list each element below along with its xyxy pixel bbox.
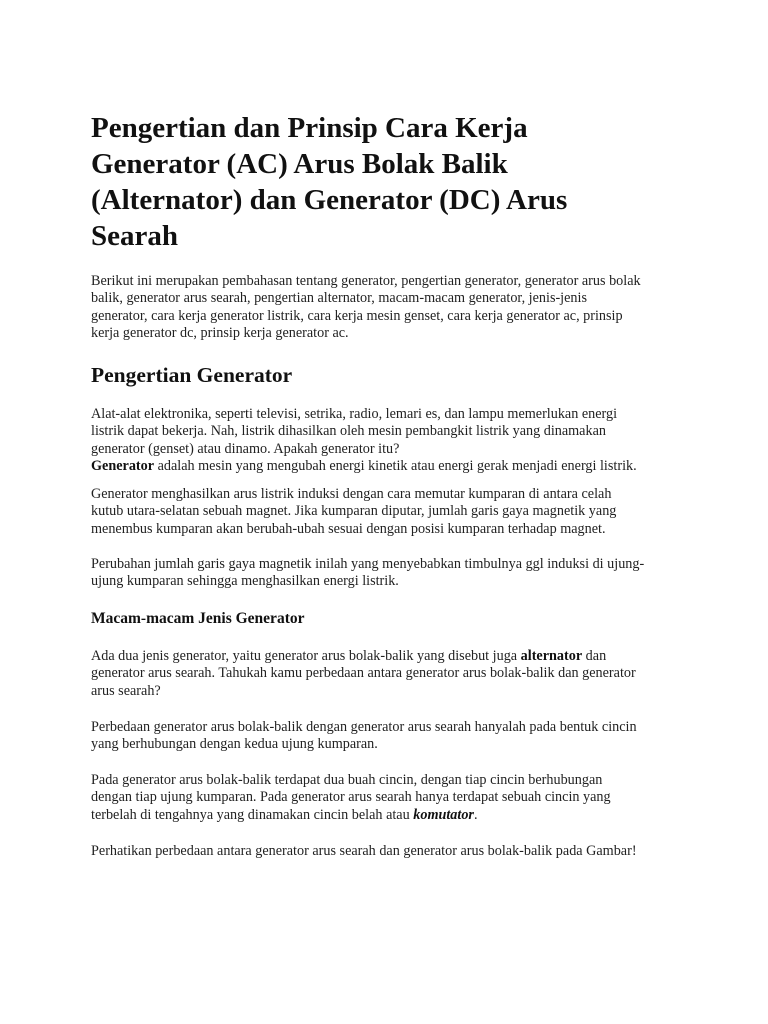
text-line: Alat-alat elektronika, seperti televisi, setrika, radio, lemari es, dan lampu memerlukan energi (91, 406, 618, 422)
paragraph-ggl (91, 556, 683, 591)
intro-paragraph (91, 273, 683, 343)
text-line: menembus kumparan akan berubah-ubah sesuai dengan posisi kumparan terhadap magnet. (91, 520, 606, 537)
section-heading-pengertian: Pengertian Generator (91, 363, 293, 387)
paragraph-intro-generator (91, 406, 683, 476)
text-segment: dan (582, 648, 607, 664)
paragraph-dua-jenis (91, 648, 683, 700)
title-line: Generator (AC) Arus Bolak Balik (91, 148, 508, 180)
definition-term: Generator (91, 458, 155, 475)
text-line: Perhatikan perbedaan antara generator arus searah dan generator arus bolak-balik pada Gambar! (91, 843, 637, 859)
text-segment: . (473, 806, 478, 823)
text-line: Pada generator arus bolak-balik terdapat dua buah cincin, dengan tiap cincin berhubungan (91, 772, 603, 788)
term-komutator: komutator (413, 806, 474, 823)
text-line: Generator menghasilkan arus listrik induksi dengan cara memutar kumparan di antara celah (91, 486, 612, 502)
title-line: Searah (91, 220, 178, 252)
text-line: Berikut ini merupakan pembahasan tentang generator, pengertian generator, generator arus bolak (91, 273, 641, 289)
text-line: listrik dapat bekerja. Nah, listrik dihasilkan oleh mesin pembangkit listrik yang dinamakan (91, 423, 606, 440)
text-line: yang berhubungan dengan kedua ujung kumparan. (91, 736, 378, 753)
text-segment: terbelah di tengahnya yang dinamakan cincin belah atau (91, 806, 414, 823)
definition-text: adalah mesin yang mengubah energi kinetik atau energi gerak menjadi energi listrik. (154, 458, 637, 475)
text-line: dengan tiap ujung kumparan. Pada generator arus searah hanya terdapat sebuah cincin yang (91, 789, 611, 806)
text-line (91, 648, 683, 665)
text-line: generator arus searah. Tahukah kamu perbedaan antara generator arus bolak-balik dan generator (91, 665, 636, 682)
article-title (91, 110, 661, 254)
text-line: Perbedaan generator arus bolak-balik dengan generator arus searah hanyalah pada bentuk cincin (91, 719, 637, 735)
section-heading-jenis: Macam-macam Jenis Generator (91, 610, 305, 627)
definition-line (91, 458, 683, 475)
text-line: kerja generator dc, prinsip kerja generator ac. (91, 325, 349, 342)
term-alternator: alternator (520, 648, 583, 664)
paragraph-perbedaan (91, 719, 683, 754)
text-line: generator, cara kerja generator listrik, cara kerja mesin genset, cara kerja generator ac, prinsip (91, 307, 623, 324)
title-line: (Alternator) dan Generator (DC) Arus (91, 184, 568, 216)
text-line: generator (genset) atau dinamo. Apakah generator itu? (91, 440, 400, 457)
text-line: arus searah? (91, 682, 161, 699)
paragraph-induksi (91, 486, 683, 538)
paragraph-perhatikan (91, 843, 683, 860)
text-line (91, 807, 683, 824)
title-line: Pengertian dan Prinsip Cara Kerja (91, 112, 528, 144)
text-line: balik, generator arus searah, pengertian alternator, macam-macam generator, jenis-jenis (91, 290, 587, 307)
paragraph-cincin (91, 772, 683, 824)
text-line: kutub utara-selatan sebuah magnet. Jika kumparan diputar, jumlah garis gaya magnetik yang (91, 503, 617, 520)
text-line: ujung kumparan sehingga menghasilkan energi listrik. (91, 573, 399, 590)
text-segment: Ada dua jenis generator, yaitu generator arus bolak-balik yang disebut juga (91, 648, 521, 664)
text-line: Perubahan jumlah garis gaya magnetik inilah yang menyebabkan timbulnya ggl induksi di ujung- (91, 556, 645, 572)
